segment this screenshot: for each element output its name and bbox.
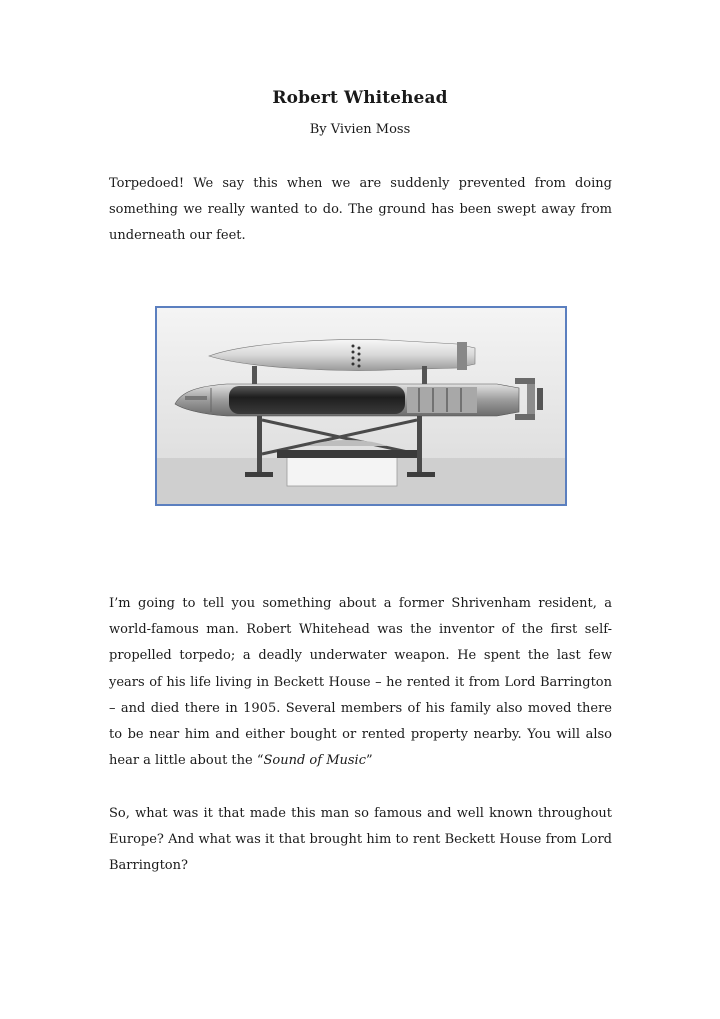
paragraph-whitehead xyxy=(109,591,612,774)
document-title: Robert Whitehead xyxy=(272,88,448,108)
paragraph-intro: Torpedoed! We say this when we are suddenly prevented from doing something we really wanted to do. The ground has been swept away from underneath our feet. xyxy=(109,176,612,244)
paragraph-whitehead-text: I’m going to tell you something about a former Shrivenham resident, a world-famous man. Robert Whitehead was the inventor of the first self-propelled torpedo; a deadly underwater weapon. He spent the last few years of his life living in Beckett House – he rented it from Lord Barrington – and died there in 1905. Several members of his family also moved there to be near him and either bought or rented property nearby. You will also hear a little about the “ xyxy=(109,596,612,769)
paragraph-question: So, what was it that made this man so famous and well known throughout Europe? And what was it that brought him to rent Beckett House from Lord Barrington? xyxy=(109,806,612,874)
closing-quote: ” xyxy=(366,753,373,769)
document-byline: By Vivien Moss xyxy=(309,122,411,137)
sound-of-music-title: Sound of Music xyxy=(263,753,366,769)
torpedo-illustration xyxy=(157,308,565,504)
torpedo-photograph xyxy=(155,306,567,506)
